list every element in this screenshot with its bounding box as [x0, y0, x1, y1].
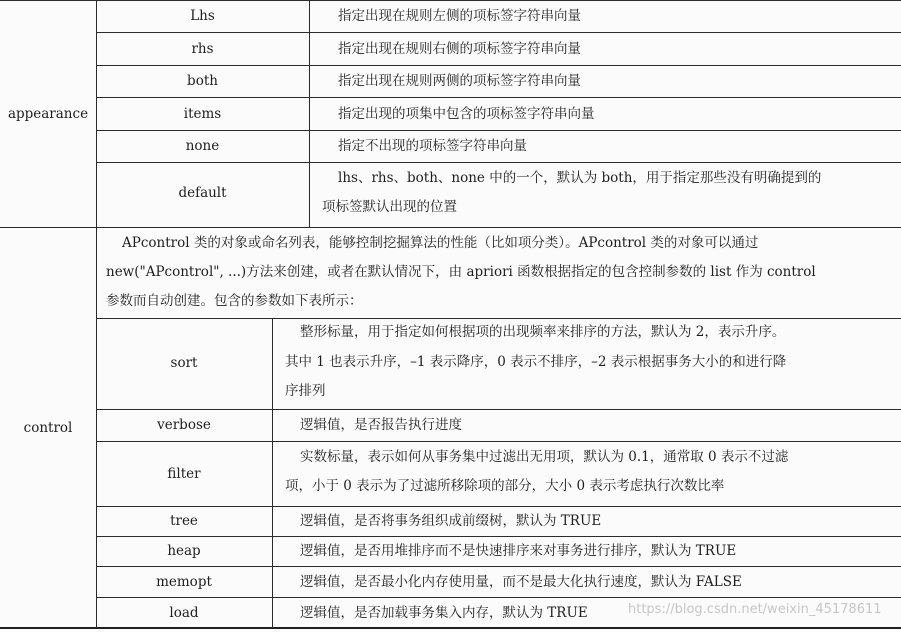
appearance-desc: 指定不出现的项标签字符串向量 [338, 138, 527, 154]
appearance-key: Lhs [190, 8, 215, 24]
appearance-desc: 指定出现在规则两侧的项标签字符串向量 [338, 73, 581, 89]
control-desc: 逻辑值，是否报告执行进度 [300, 417, 462, 433]
control-desc: 序排列 [285, 383, 326, 399]
appearance-key: none [185, 138, 220, 154]
row-divider [96, 130, 901, 131]
column-divider [272, 318, 273, 628]
control-key: load [169, 605, 199, 621]
appearance-key: rhs [191, 41, 214, 57]
param-name-control: control [23, 420, 73, 436]
appearance-key: both [187, 73, 218, 89]
row-divider [96, 318, 901, 319]
row-divider [96, 162, 901, 163]
control-desc: 其中 1 也表示升序，–1 表示降序，0 表示不排序，–2 表示根据事务大小的和进行降 [285, 354, 787, 370]
control-intro: 参数而自动创建。包含的参数如下表所示： [106, 293, 363, 309]
control-key: sort [170, 355, 198, 371]
table-border-top [0, 0, 901, 1]
appearance-key: default [178, 185, 227, 201]
control-desc: 逻辑值，是否加载事务集入内存，默认为 TRUE [300, 605, 588, 621]
row-divider [96, 409, 901, 410]
row-divider [96, 65, 901, 66]
appearance-desc: 指定出现在规则右侧的项标签字符串向量 [338, 41, 581, 57]
table-border-bottom [0, 627, 901, 629]
row-divider [96, 97, 901, 98]
row-divider [96, 566, 901, 567]
control-key: memopt [156, 574, 212, 590]
appearance-desc: 指定出现在规则左侧的项标签字符串向量 [338, 8, 581, 24]
control-desc: 逻辑值，是否用堆排序而不是快速排序来对事务进行排序，默认为 TRUE [300, 543, 737, 559]
row-divider [96, 536, 901, 537]
row-divider [96, 441, 901, 442]
param-name-appearance: appearance [7, 106, 89, 122]
appearance-desc: lhs、rhs、both、none 中的一个，默认为 both，用于指定那些没有明确提到的 [338, 170, 822, 186]
control-desc: 逻辑值，是否将事务组织成前缀树，默认为 TRUE [300, 513, 602, 529]
appearance-desc: 项标签默认出现的位置 [322, 199, 457, 215]
control-key: tree [170, 513, 198, 529]
section-divider [0, 227, 901, 228]
control-desc: 实数标量，表示如何从事务集中过滤出无用项，默认为 0.1，通常取 0 表示不过滤 [300, 449, 789, 465]
control-desc: 项，小于 0 表示为了过滤所移除项的部分，大小 0 表示考虑执行次数比率 [285, 478, 725, 494]
appearance-desc: 指定出现的项集中包含的项标签字符串向量 [338, 106, 595, 122]
watermark-text: https://blog.csdn.net/weixin_45178611 [628, 602, 882, 617]
control-key: verbose [157, 417, 211, 433]
row-divider [96, 32, 901, 33]
row-divider [96, 597, 901, 598]
column-divider [309, 0, 310, 228]
row-divider [96, 506, 901, 507]
control-desc: 逻辑值，是否最小化内存使用量，而不是最大化执行速度，默认为 FALSE [300, 574, 742, 590]
control-key: filter [167, 466, 201, 482]
control-intro: APcontrol 类的对象或命名列表，能够控制挖掘算法的性能（比如项分类）。APcontrol 类的对象可以通过 [122, 235, 759, 251]
control-intro: new("APcontrol", ...)方法来创建，或者在默认情况下，由 apriori 函数根据指定的包含控制参数的 list 作为 control [106, 264, 816, 280]
appearance-key: items [183, 106, 222, 122]
control-key: heap [167, 543, 201, 559]
control-desc: 整形标量，用于指定如何根据项的出现频率来排序的方法，默认为 2，表示升序。 [300, 324, 786, 340]
